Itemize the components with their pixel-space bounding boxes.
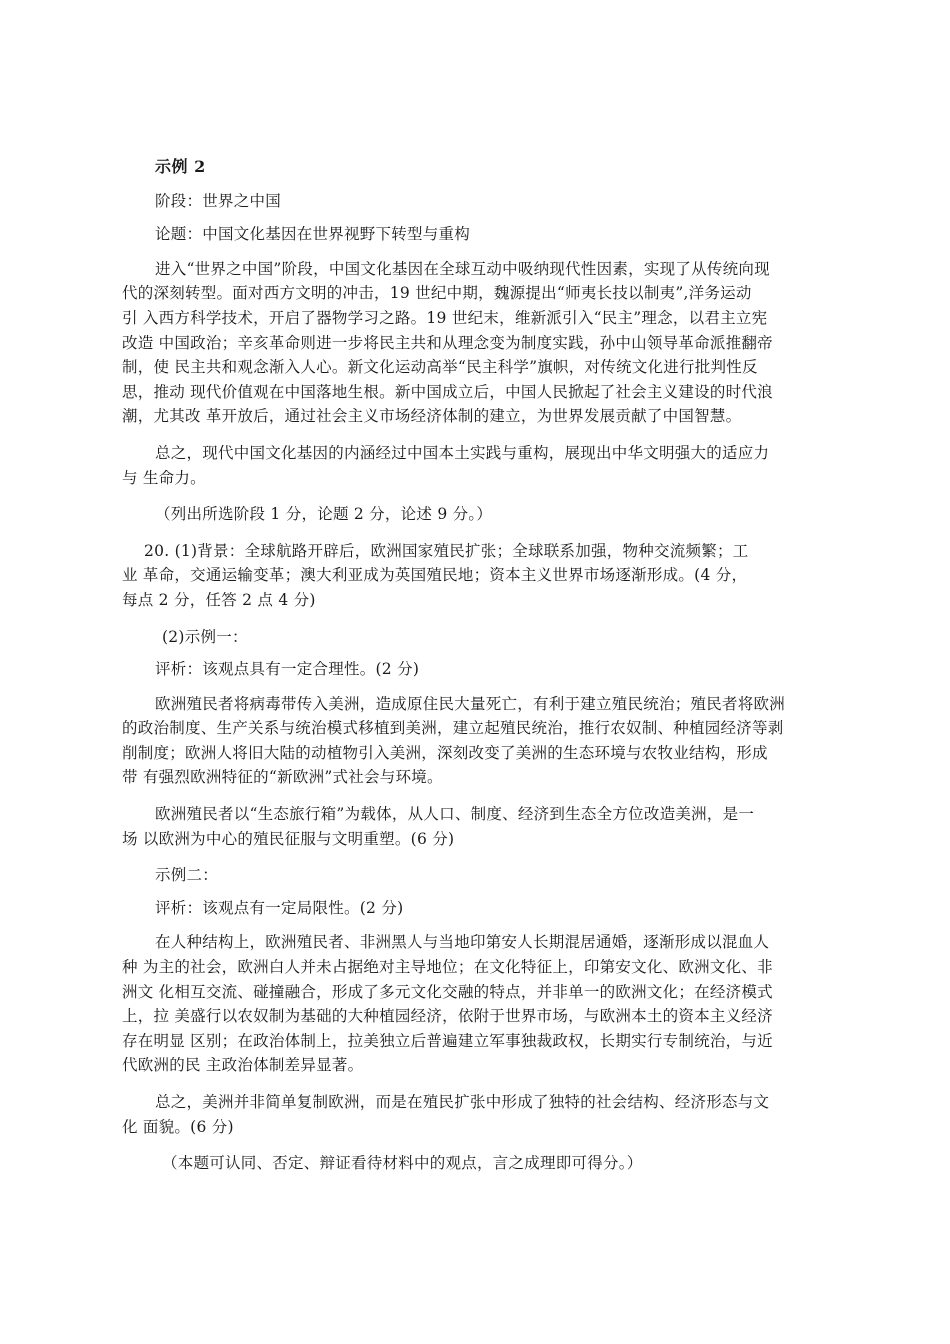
paragraph-line: 欧洲殖民者以“生态旅行箱”为载体，从人口、制度、经济到生态全方位改造美洲，是一 (155, 805, 755, 824)
example-1-evaluation: 评析：该观点具有一定合理性。(2 分) (155, 660, 420, 679)
thesis-line: 论题：中国文化基因在世界视野下转型与重构 (155, 225, 471, 244)
paragraph-line: 潮，尤其改 革开放后，通过社会主义市场经济体制的建立，为世界发展贡献了中国智慧。 (122, 407, 742, 426)
paragraph-line: 思，推动 现代价值观在中国落地生根。新中国成立后，中国人民掀起了社会主义建设的时代浪 (122, 382, 773, 401)
example-2-label: 示例二： (155, 866, 219, 885)
paragraph-line: 20. (1)背景：全球航路开辟后，欧洲国家殖民扩张；全球联系加强，物种交流频繁；工 (144, 541, 749, 560)
paragraph-line: 削制度；欧洲人将旧大陆的动植物引入美洲，深刻改变了美洲的生态环境与农牧业结构，形成 (122, 743, 768, 762)
example-2-paragraph-2 (122, 1090, 828, 1139)
paragraph-line: 总之，美洲并非简单复制欧洲，而是在殖民扩张中形成了独特的社会结构、经济形态与文 (155, 1093, 770, 1111)
paragraph-line: 与 生命力。 (122, 468, 206, 487)
paragraph-line: 代欧洲的民 主政治体制差异显著。 (122, 1056, 364, 1075)
paragraph-line: 洲文 化相互交流、碰撞融合，形成了多元文化交融的特点，并非单一的欧洲文化；在经济模式 (122, 982, 773, 1001)
example-2-title: 示例 2 (155, 157, 206, 176)
example-2-evaluation: 评析：该观点有一定局限性。(2 分) (155, 898, 404, 917)
paragraph-line: 制，使 民主共和观念渐入人心。新文化运动高举“民主科学”旗帜，对传统文化进行批判性反 (122, 358, 758, 377)
paragraph-line: 进入“世界之中国”阶段，中国文化基因在全球互动中吸纳现代性因素，实现了从传统向现 (155, 259, 770, 278)
paragraph-line: 引 入西方科学技术，开启了器物学习之路。19 世纪末，维新派引入“民主”理念，以君主立宪 (122, 308, 768, 327)
question-20-part-1 (122, 539, 828, 613)
paragraph-line: 业 革命，交通运输变革；澳大利亚成为英国殖民地；资本主义世界市场逐渐形成。(4 分， (122, 566, 748, 585)
paragraph-line: 种 为主的社会，欧洲白人并未占据绝对主导地位；在文化特征上，印第安文化、欧洲文化、非 (122, 958, 773, 977)
example-2-body (122, 257, 828, 429)
paragraph-line: 每点 2 分，任答 2 点 4 分) (122, 590, 316, 609)
stage-line: 阶段：世界之中国 (155, 191, 282, 210)
part-2-label: (2)示例一： (162, 627, 248, 646)
paragraph-line: 的政治制度、生产关系与统治模式移植到美洲，建立起殖民统治，推行农奴制、种植园经济等剥 (122, 719, 784, 738)
paragraph-line: 上，拉 美盛行以农奴制为基础的大种植园经济，依附于世界市场，与欧洲本土的资本主义经济 (122, 1007, 773, 1026)
grading-note: （本题可认同、否定、辩证看待材料中的观点，言之成理即可得分。） (162, 1154, 643, 1173)
example-1-paragraph-2 (122, 802, 828, 851)
paragraph-line: 化 面貌。(6 分) (122, 1117, 234, 1136)
example-1-paragraph-1 (122, 692, 828, 790)
paragraph-line: 存在明显 区别；在政治体制上，拉美独立后普遍建立军事独裁政权，长期实行专制统治，与近 (122, 1031, 773, 1050)
paragraph-line: 带 有强烈欧洲特征的“新欧洲”式社会与环境。 (122, 768, 443, 787)
example-2-paragraph-1 (122, 930, 828, 1078)
answer-document (122, 155, 828, 1176)
paragraph-line: 欧洲殖民者将病毒带传入美洲，造成原住民大量死亡，有利于建立殖民统治；殖民者将欧洲 (155, 694, 786, 713)
paragraph-line: 总之，现代中国文化基因的内涵经过中国本土实践与重构，展现出中华文明强大的适应力 (155, 443, 770, 462)
paragraph-line: 代的深刻转型。面对西方文明的冲击，19 世纪中期，魏源提出“师夷长技以制夷”,洋务运动 (122, 284, 752, 303)
paragraph-line: 改造 中国政治；辛亥革命则进一步将民主共和从理念变为制度实践，孙中山领导革命派推翻帝 (122, 333, 773, 352)
paragraph-line: 场 以欧洲为中心的殖民征服与文明重塑。(6 分) (122, 829, 455, 848)
example-2-summary (122, 441, 828, 490)
scoring-note: （列出所选阶段 1 分，论题 2 分，论述 9 分。） (155, 505, 493, 524)
paragraph-line: 在人种结构上，欧洲殖民者、非洲黑人与当地印第安人长期混居通婚，逐渐形成以混血人 (155, 933, 770, 952)
